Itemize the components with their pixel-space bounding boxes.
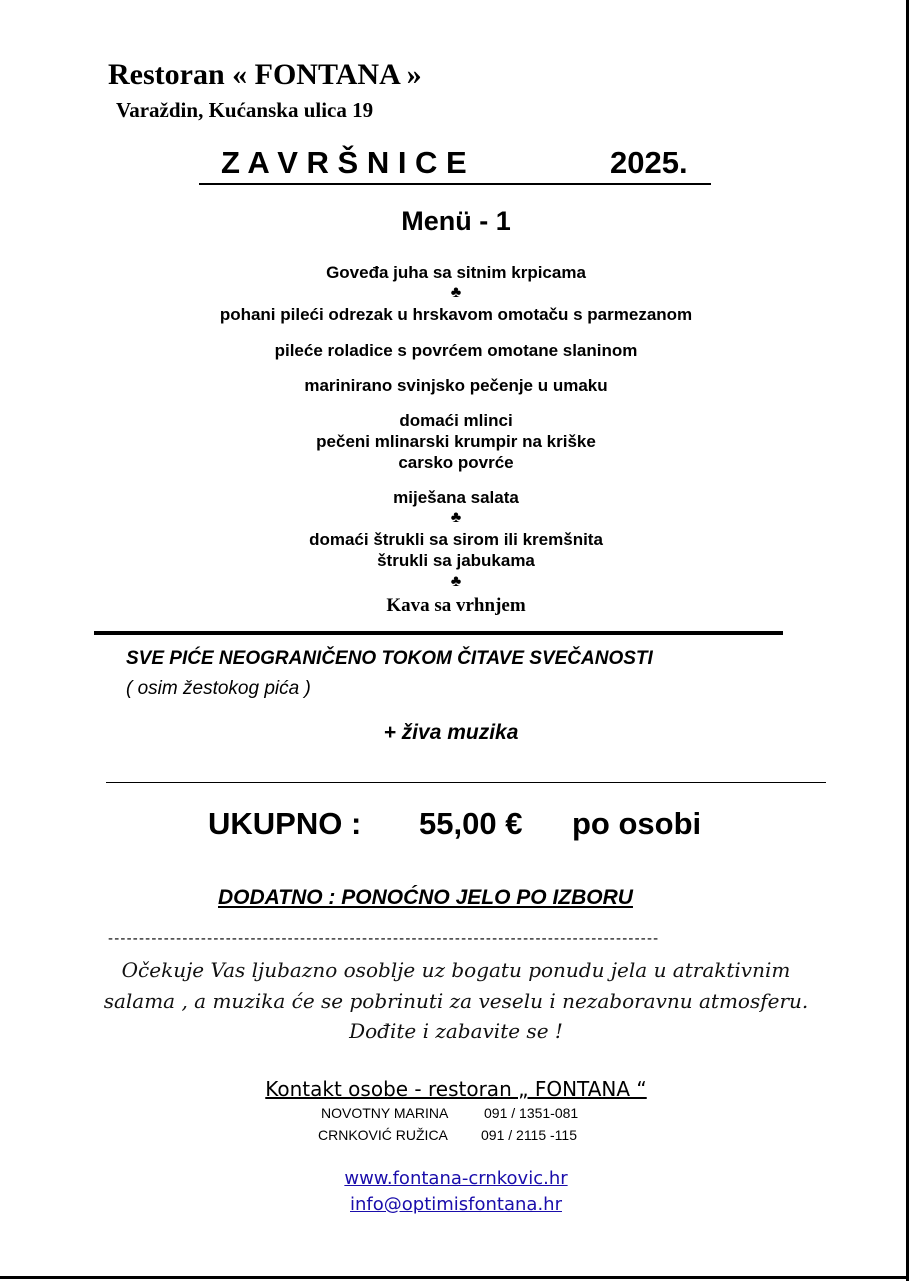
club-icon: ♣ <box>450 509 462 526</box>
total-label: UKUPNO : <box>208 806 362 841</box>
thick-divider <box>94 631 783 635</box>
restaurant-name: Restoran « FONTANA » <box>108 58 422 91</box>
menu-item-chicken-rolls: pileće roladice s povrćem omotane slaninom <box>274 341 638 360</box>
club-icon: ♣ <box>450 573 462 590</box>
restaurant-address: Varaždin, Kućanska ulica 19 <box>116 98 374 122</box>
menu-item-mlinci: domaći mlinci <box>399 411 513 430</box>
contact-phone: 091 / 1351-081 <box>484 1105 579 1121</box>
menu-item-chicken-cutlet: pohani pileći odrezak u hrskavom omotaču s parmezanom <box>219 305 693 324</box>
dashed-separator: ----------------------------------------------------------------------------------------- <box>108 930 660 947</box>
invitation-line-2: salama , a muzika će se pobrinuti za veselu i nezaboravnu atmosferu. <box>103 989 809 1013</box>
title-row <box>199 143 711 185</box>
drinks-exception: ( osim žestokog pića ) <box>126 678 311 699</box>
email-row <box>0 1194 912 1215</box>
thin-divider <box>106 782 826 783</box>
invitation-line-1: Očekuje Vas ljubazno osoblje uz bogatu ponudu jela u atraktivnim <box>121 958 791 982</box>
contact-name: CRNKOVIĆ RUŽICA <box>318 1127 448 1143</box>
contact-phone: 091 / 2115 -115 <box>481 1127 578 1143</box>
menu-item-pork-roast: marinirano svinjsko pečenje u umaku <box>304 376 608 395</box>
menu-item-vegetables: carsko povrće <box>398 453 514 472</box>
page-border-bottom <box>0 1276 909 1279</box>
drinks-unlimited: SVE PIĆE NEOGRANIČENO TOKOM ČITAVE SVEČANOSTI <box>126 648 653 669</box>
menu-item-strukli-apple: štrukli sa jabukama <box>377 551 535 570</box>
menu-item-strukli-cheese: domaći štrukli sa sirom ili kremšnita <box>309 530 603 549</box>
live-music: + živa muzika <box>383 721 519 744</box>
contact-title: Kontakt osobe - restoran „ FONTANA “ <box>265 1077 647 1101</box>
total-per-person: po osobi <box>572 806 702 841</box>
title-year: 2025. <box>610 145 688 180</box>
menu-item-salad: miješana salata <box>393 488 519 507</box>
website-link[interactable]: www.fontana-crnkovic.hr <box>344 1168 568 1189</box>
page-title: Z A V R Š N I C E <box>221 145 467 180</box>
menu-item-soup: Goveđa juha sa sitnim krpicama <box>326 263 586 282</box>
extra-offer: DODATNO : PONOĆNO JELO PO IZBORU <box>218 886 633 909</box>
menu-item-potatoes: pečeni mlinarski krumpir na kriške <box>316 432 596 451</box>
club-icon: ♣ <box>450 284 462 301</box>
invitation-line-3: Dođite i zabavite se ! <box>349 1019 563 1043</box>
email-link[interactable]: info@optimisfontana.hr <box>350 1194 562 1215</box>
contact-name: NOVOTNY MARINA <box>321 1105 449 1121</box>
menu-label: Menü - 1 <box>401 206 511 236</box>
menu-item-coffee: Kava sa vrhnjem <box>386 595 526 616</box>
website-row <box>0 1168 912 1189</box>
total-price: 55,00 € <box>419 806 523 841</box>
